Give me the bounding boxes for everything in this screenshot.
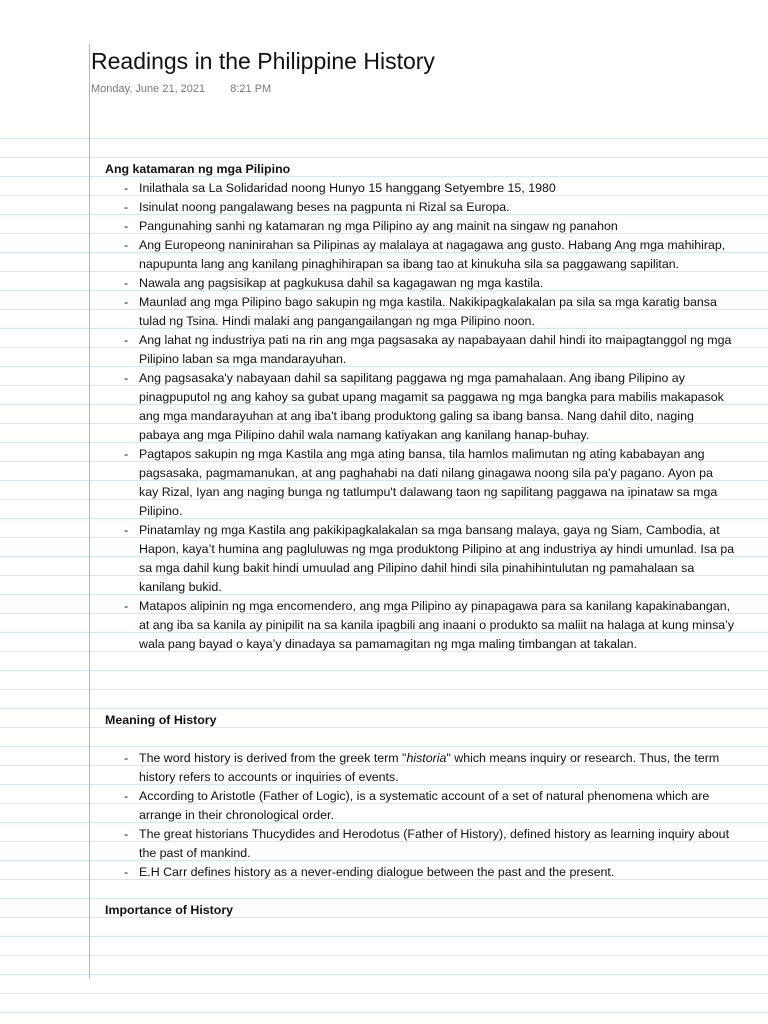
list-item: - The great historians Thucydides and Herodotus (Father of History), defined history as learning inquiry about the past of mankind.	[105, 825, 735, 863]
list-item: - Ang Europeong naninirahan sa Pilipinas ay malalaya at nagagawa ang gusto. Habang Ang mga mahihirap, napupunta lang ang kanilang pinaghihirapan sa ibang tao at kinukuha sila sa paggawang sapilitan.	[105, 236, 735, 274]
list-item: - Ang pagsasaka'y nabayaan dahil sa sapilitang paggawa ng mga pamahalaan. Ang ibang Pilipino ay pinagpuputol ng ang kahoy sa gubat upang magamit sa paggawa ng mga bangka para mabilis makapasok ang mga mandarayuhan at ang iba't ibang produktong galing sa ibang bansa. Nang dahil dito, naging pabaya ang mga Pilipino dahil wala namang katiyakan ang kanilang hanap-buhay.	[105, 369, 735, 445]
bullet-list	[105, 179, 735, 654]
list-item: - Ang lahat ng industriya pati na rin ang mga pagsasaka ay napabayaan dahil hindi ito maipagtanggol ng mga Pilipino laban sa mga mandarayuhan.	[105, 331, 735, 369]
section-heading: Importance of History	[105, 903, 234, 917]
text-segment: " which means inquiry or research. Thus, the term history refers to accounts or inquiries of events.	[139, 751, 720, 784]
list-item: - Inilathala sa La Solidaridad noong Hunyo 15 hanggang Setyembre 15, 1980	[105, 179, 735, 198]
list-item: - Nawala ang pagsisikap at pagkukusa dahil sa kagagawan ng mga kastila.	[105, 274, 735, 293]
text-segment: The word history is derived from the greek term "	[139, 751, 407, 765]
list-item	[105, 749, 735, 787]
margin-line	[89, 44, 90, 979]
note-date: Monday, June 21, 2021	[91, 83, 206, 95]
section-heading: Ang katamaran ng mga Pilipino	[105, 162, 291, 176]
list-item: - Pinatamlay ng mga Kastila ang pakikipagkalakalan sa mga bansang malaya, gaya ng Siam, Cambodia, at Hapon, kaya’t humina ang pagluluwas ng mga produktong Pilipino at ang industriya ay hindi umunlad. Isa pa sa mga dahil kung bakit hindi umuulad ang Pilipino dahil hindi sila pinahihintulutan ng pamahalaan sa kanilang bukid.	[105, 521, 735, 597]
spacer	[105, 654, 735, 711]
term-historia: historia	[406, 751, 447, 765]
list-item: - Pangunahing sanhi ng katamaran ng mga Pilipino ay ang mainit na singaw ng panahon	[105, 217, 735, 236]
list-item: - Pagtapos sakupin ng mga Kastila ang mga ating bansa, tila hamlos malimutan ng ating kababayan ang pagsasaka, pagmamanukan, at ang paghahabi na dati nilang ginagawa noong sila pa'y pagano. Ayon pa kay Rizal, Iyan ang naging bunga ng tatlumpu't dalawang taon ng sapilitang paggawa na ipinataw sa mga Pilipino.	[105, 445, 735, 521]
list-item: - According to Aristotle (Father of Logic), is a systematic account of a set of natural phenomena which are arrange in their chronological order.	[105, 787, 735, 825]
list-item: - Maunlad ang mga Pilipino bago sakupin ng mga kastila. Nakikipagkalakalan pa sila sa mga karatig bansa tulad ng Tsina. Hindi malaki ang pangangailangan ng mga Pilipino noon.	[105, 293, 735, 331]
bullet-list	[105, 749, 735, 882]
spacer	[105, 730, 735, 749]
page-title[interactable]: Readings in the Philippine History	[91, 48, 435, 74]
note-body[interactable]	[105, 160, 735, 920]
section-heading: Meaning of History	[105, 713, 217, 727]
spacer	[105, 882, 735, 901]
list-item: - Matapos alipinin ng mga encomendero, ang mga Pilipino ay pinapagawa para sa kanilang kapakinabangan, at ang iba sa kanila ay pinipilit na sa kanila ipagbili ang inaani o produkto sa maliit na halaga at kung minsa’y wala pang bayad o kaya’y dinadaya sa pamamagitan ng mga maling timbangan at takalan.	[105, 597, 735, 654]
list-item: - Isinulat noong pangalawang beses na pagpunta ni Rizal sa Europa.	[105, 198, 735, 217]
note-meta	[91, 83, 271, 95]
list-item: - E.H Carr defines history as a never-ending dialogue between the past and the present.	[105, 863, 735, 882]
note-time: 8:21 PM	[230, 83, 272, 95]
